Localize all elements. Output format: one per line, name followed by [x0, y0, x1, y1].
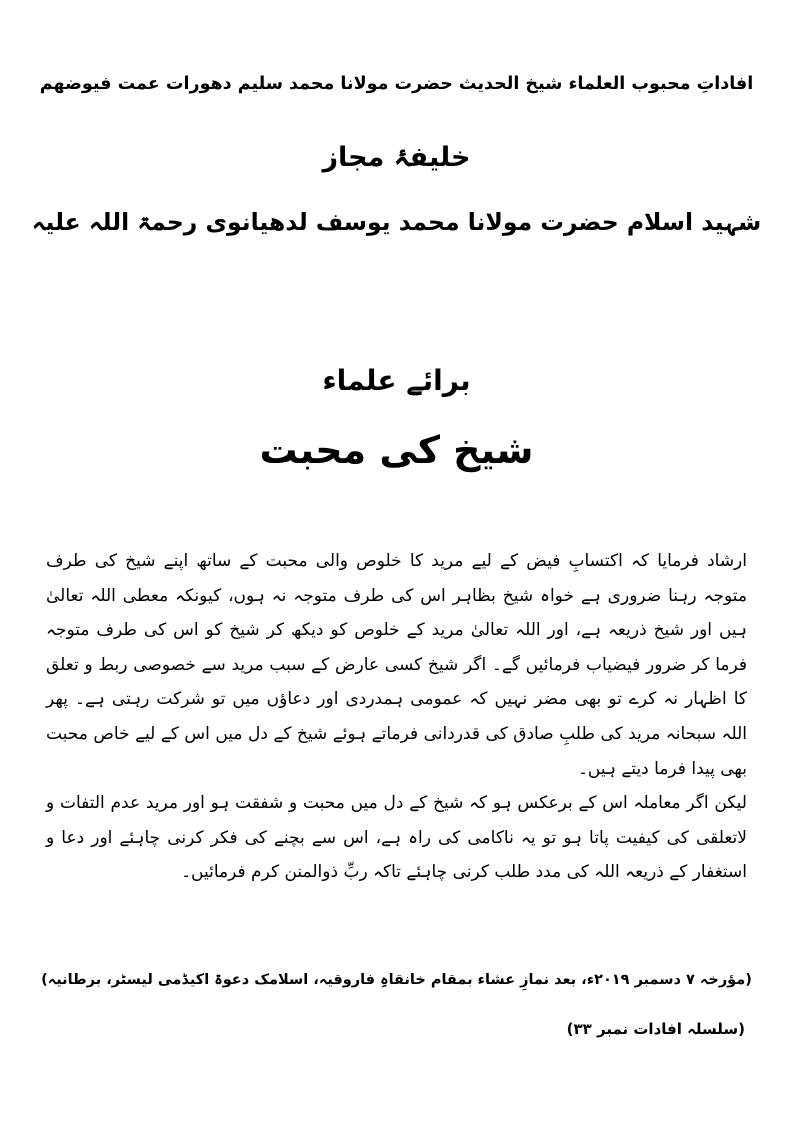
body-paragraph-1: ارشاد فرمایا کہ اکتسابِ فیض کے لیے مرید کا خلوص والی محبت کے ساتھ اپنے شیخ کی طرف متوجہ رہنا ضروری ہے خواہ شیخ بظاہر اس کی طرف متوجہ نہ ہوں، کیونکہ معطی اللہ تعالیٰ ہیں اور شیخ ذریعہ ہے، اور اللہ تعالیٰ مرید کے خلوص کو دیکھ کر شیخ کو اس کی طرف متوجہ فرما کر ضرور فیضیاب فرمائیں گے۔ اگر شیخ کسی عارض کے سبب مرید سے خصوصی ربط و تعلق کا اظہار نہ کرے تو بھی مضر نہیں کہ عمومی ہمدردی اور دعاؤں میں تو شرکت رہتی ہے۔ پھر اللہ سبحانہ مرید کی طلبِ صادق کی قدردانی فرماتے ہوئے شیخ کے دل میں اس کے لیے خاص محبت بھی پیدا فرما دیتے ہیں۔ — [46, 551, 747, 779]
series-number-note: (سلسلہ افادات نمبر ۳۳) — [566, 1020, 745, 1038]
header-shaheed-line: شہید اسلام حضرت مولانا محمد یوسف لدھیانوی رحمۃ اللہ علیہ — [31, 208, 762, 236]
document-title: شیخ کی محبت — [259, 428, 534, 472]
document-subtitle: برائے علماء — [322, 364, 471, 397]
header-khalifa-line: خلیفۂ مجاز — [322, 142, 471, 173]
body-paragraph-2: لیکن اگر معاملہ اس کے برعکس ہو کہ شیخ کے دل میں محبت و شفقت ہو اور مرید عدم التفات و لاتعلقی کی کیفیت پاتا ہو تو یہ ناکامی کی راہ ہے، اس سے بچنے کی فکر کرنی چاہئے اور دعا و استغفار کے ذریعہ اللہ کی مدد طلب کرنی چاہئے تاکہ ربِّ ذوالمنن کرم فرمائیں۔ — [46, 793, 747, 883]
body-text — [46, 544, 747, 890]
header-attribution-line: افاداتِ محبوب العلماء شیخ الحدیث حضرت مولانا محمد سلیم دھورات عمت فیوضھم — [39, 74, 754, 94]
date-location-note: (مؤرخہ ۷ دسمبر ۲۰۱۹ء، بعد نمازِ عشاء بمقام خانقاہِ فاروقیہ، اسلامک دعوۃ اکیڈمی لیسٹر، برطانیہ) — [41, 972, 752, 988]
